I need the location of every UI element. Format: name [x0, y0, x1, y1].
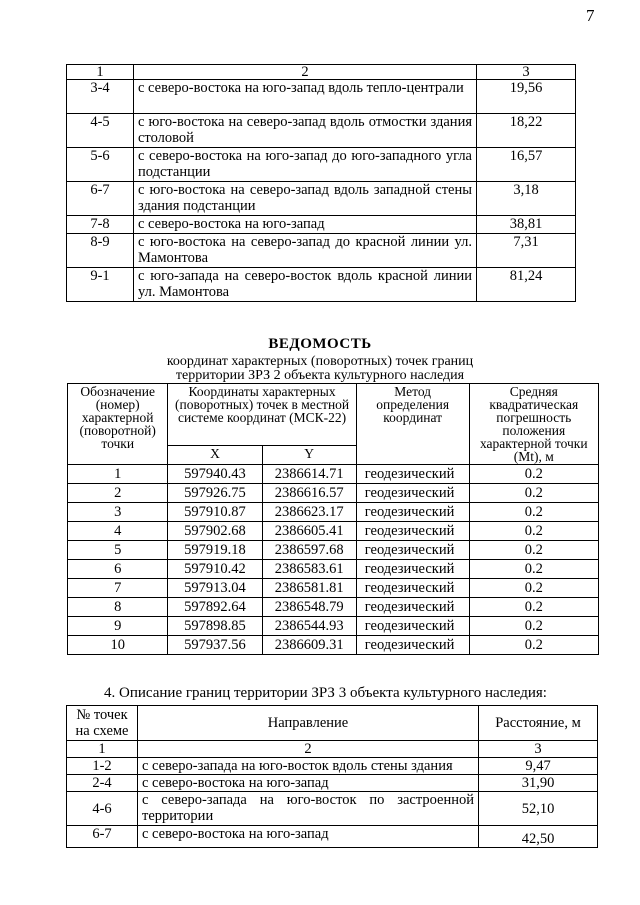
- y-cell: 2386623.17: [262, 503, 356, 522]
- x-cell: 597910.87: [168, 503, 262, 522]
- table-header-row: [67, 65, 576, 80]
- statement-subtitle: территории ЗРЗ 2 объекта культурного наследия: [175, 368, 465, 383]
- statement-subtitle: координат характерных (поворотных) точек границ: [166, 354, 474, 369]
- method-cell: геодезический: [356, 617, 469, 636]
- y-cell: 2386548.79: [262, 598, 356, 617]
- segment-cell: 5-6: [67, 148, 134, 182]
- table-row: [67, 758, 598, 775]
- y-cell: 2386609.31: [262, 636, 356, 655]
- direction-cell: с северо-востока на юго-запад вдоль тепло-централи: [134, 80, 477, 114]
- method-cell: геодезический: [356, 541, 469, 560]
- method-cell: геодезический: [356, 503, 469, 522]
- x-cell: 597910.42: [168, 560, 262, 579]
- table-row: [68, 636, 599, 655]
- segment-cell: 4-5: [67, 114, 134, 148]
- table-header-row: [67, 741, 598, 758]
- header-cell: 2: [138, 741, 479, 758]
- distance-cell: 7,31: [477, 234, 576, 268]
- segment-cell: 9-1: [67, 268, 134, 302]
- table-row: [67, 792, 598, 826]
- header-cell: 1: [67, 65, 134, 80]
- point-cell: 1: [68, 465, 168, 484]
- error-cell: 0.2: [469, 598, 598, 617]
- table-row: [68, 617, 599, 636]
- point-cell: 5: [68, 541, 168, 560]
- table-row: [68, 579, 599, 598]
- distance-cell: 42,50: [479, 826, 598, 848]
- direction-cell: с северо-запада на юго-восток по застроенной территории: [138, 792, 479, 826]
- point-cell: 7: [68, 579, 168, 598]
- distance-cell: 18,22: [477, 114, 576, 148]
- y-cell: 2386597.68: [262, 541, 356, 560]
- direction-cell: с юго-востока на северо-запад до красной линии ул. Мамонтова: [134, 234, 477, 268]
- distance-cell: 19,56: [477, 80, 576, 114]
- table-row: [67, 826, 598, 848]
- point-cell: 3: [68, 503, 168, 522]
- table-row: [68, 484, 599, 503]
- direction-cell: с юго-востока на северо-запад вдоль западной стены здания подстанции: [134, 182, 477, 216]
- x-cell: 597902.68: [168, 522, 262, 541]
- method-cell: геодезический: [356, 484, 469, 503]
- distance-cell: 16,57: [477, 148, 576, 182]
- table-row: [67, 182, 576, 216]
- table-row: [67, 234, 576, 268]
- error-cell: 0.2: [469, 579, 598, 598]
- point-cell: 6: [68, 560, 168, 579]
- segment-cell: 6-7: [67, 182, 134, 216]
- table-header-row: [68, 384, 599, 446]
- table-header-row: [67, 706, 598, 741]
- method-cell: геодезический: [356, 522, 469, 541]
- method-cell: геодезический: [356, 636, 469, 655]
- page-number: 7: [586, 6, 595, 25]
- boundary-table-zrz2: [66, 64, 576, 302]
- y-cell: 2386583.61: [262, 560, 356, 579]
- table-row: [67, 148, 576, 182]
- segment-cell: 2-4: [67, 775, 138, 792]
- method-cell: геодезический: [356, 579, 469, 598]
- y-cell: 2386616.57: [262, 484, 356, 503]
- segment-cell: 8-9: [67, 234, 134, 268]
- distance-cell: 9,47: [479, 758, 598, 775]
- table-row: [68, 522, 599, 541]
- error-header: Средняя квадратическая погрешность положения характерной точки (Mt), м: [469, 384, 598, 465]
- direction-cell: с юго-востока на северо-запад вдоль отмостки здания столовой: [134, 114, 477, 148]
- method-cell: геодезический: [356, 560, 469, 579]
- error-cell: 0.2: [469, 465, 598, 484]
- table-row: [68, 503, 599, 522]
- direction-cell: с северо-востока на юго-запад до юго-западного угла подстанции: [134, 148, 477, 182]
- table-row: [68, 598, 599, 617]
- error-cell: 0.2: [469, 560, 598, 579]
- table-row: [67, 268, 576, 302]
- table-row: [67, 216, 576, 234]
- table-row: [68, 465, 599, 484]
- direction-cell: с северо-запада на юго-восток вдоль стены здания: [138, 758, 479, 775]
- error-cell: 0.2: [469, 522, 598, 541]
- point-cell: 9: [68, 617, 168, 636]
- error-cell: 0.2: [469, 617, 598, 636]
- segment-cell: 3-4: [67, 80, 134, 114]
- segment-cell: 1-2: [67, 758, 138, 775]
- table-row: [68, 541, 599, 560]
- point-header: Обозначение (номер) характерной (поворотной) точки: [68, 384, 168, 465]
- coordinates-table: [67, 383, 599, 655]
- header-cell: 3: [479, 741, 598, 758]
- segment-cell: 4-6: [67, 792, 138, 826]
- direction-cell: с юго-запада на северо-восток вдоль красной линии ул. Мамонтова: [134, 268, 477, 302]
- x-cell: 597919.18: [168, 541, 262, 560]
- error-cell: 0.2: [469, 636, 598, 655]
- point-cell: 8: [68, 598, 168, 617]
- error-cell: 0.2: [469, 503, 598, 522]
- direction-cell: с северо-востока на юго-запад: [138, 826, 479, 848]
- distance-cell: 38,81: [477, 216, 576, 234]
- direction-header: Направление: [138, 706, 479, 741]
- point-cell: 2: [68, 484, 168, 503]
- table-row: [67, 775, 598, 792]
- method-header: Метод определения координат: [356, 384, 469, 465]
- statement-title: ВЕДОМОСТЬ: [268, 336, 372, 352]
- table-row: [67, 80, 576, 114]
- point-cell: 4: [68, 522, 168, 541]
- section-heading: 4. Описание границ территории ЗРЗ 3 объекта культурного наследия:: [104, 685, 547, 701]
- point-cell: 10: [68, 636, 168, 655]
- direction-cell: с северо-востока на юго-запад: [138, 775, 479, 792]
- table-row: [67, 114, 576, 148]
- x-cell: 597926.75: [168, 484, 262, 503]
- x-cell: 597940.43: [168, 465, 262, 484]
- y-header: Y: [262, 445, 356, 464]
- x-cell: 597913.04: [168, 579, 262, 598]
- x-cell: 597892.64: [168, 598, 262, 617]
- coords-header: Координаты характерных (поворотных) точек в местной системе координат (МСК-22): [168, 384, 356, 446]
- distance-cell: 81,24: [477, 268, 576, 302]
- distance-cell: 3,18: [477, 182, 576, 216]
- error-cell: 0.2: [469, 484, 598, 503]
- method-cell: геодезический: [356, 598, 469, 617]
- segment-cell: 7-8: [67, 216, 134, 234]
- y-cell: 2386581.81: [262, 579, 356, 598]
- header-cell: 1: [67, 741, 138, 758]
- x-header: X: [168, 445, 262, 464]
- y-cell: 2386614.71: [262, 465, 356, 484]
- error-cell: 0.2: [469, 541, 598, 560]
- distance-cell: 31,90: [479, 775, 598, 792]
- header-cell: 2: [134, 65, 477, 80]
- table-row: [68, 560, 599, 579]
- x-cell: 597937.56: [168, 636, 262, 655]
- method-cell: геодезический: [356, 465, 469, 484]
- boundary-table-zrz3: [66, 705, 598, 848]
- distance-header: Расстояние, м: [479, 706, 598, 741]
- x-cell: 597898.85: [168, 617, 262, 636]
- direction-cell: с северо-востока на юго-запад: [134, 216, 477, 234]
- points-header: № точек на схеме: [67, 706, 138, 741]
- y-cell: 2386544.93: [262, 617, 356, 636]
- header-cell: 3: [477, 65, 576, 80]
- segment-cell: 6-7: [67, 826, 138, 848]
- y-cell: 2386605.41: [262, 522, 356, 541]
- distance-cell: 52,10: [479, 792, 598, 826]
